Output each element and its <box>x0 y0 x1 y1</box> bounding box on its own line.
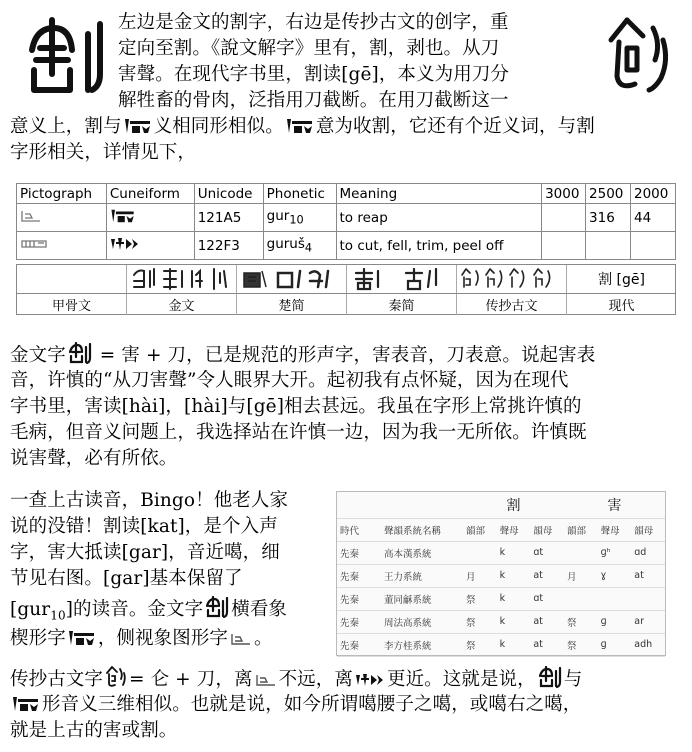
conclusion-paragraph <box>10 666 582 744</box>
recon-col-header: 韻母 <box>530 518 564 541</box>
col-header-phonetic: Phonetic <box>263 184 336 204</box>
old-chinese-reconstruction-table <box>336 491 666 656</box>
unicode-cell: 121A5 <box>194 204 263 232</box>
recon-col-header-row <box>337 518 665 541</box>
qin-bamboo-variants-glyph <box>350 267 454 291</box>
reading-line-3: 字，害大抵读[gar]，音近噶，细 <box>10 542 280 563</box>
v2500-cell: 316 <box>586 204 631 232</box>
pictograph-cell <box>17 232 107 260</box>
chuan-ancient-cell <box>457 265 567 293</box>
reading-line-5: [gur$_{10}$]的读音。金文字 横看象 <box>10 592 288 622</box>
conclusion-line-3: 就是上古的害或割。 <box>10 720 178 741</box>
table-row <box>17 204 676 232</box>
v2500-cell <box>586 232 631 260</box>
analysis-paragraph <box>10 342 595 472</box>
cuneirorm-gurus-glyph <box>355 672 385 688</box>
meaning-cell: to reap <box>336 204 542 232</box>
cuneirorm-gurus-glyph <box>110 236 140 252</box>
pictograph-saw-icon <box>20 237 48 251</box>
cuneiform-gur-glyph <box>124 117 152 135</box>
oracle-cell <box>17 265 127 293</box>
bronze-ge-small-glyph <box>68 342 92 364</box>
cuneiform-gur-glyph <box>110 208 136 224</box>
reading-paragraph <box>10 488 288 652</box>
v3000-cell <box>542 204 586 232</box>
script-evolution-strip <box>16 264 676 315</box>
table-row: 先秦 李方桂系統 祭 k at 祭 ɡ adh <box>337 633 665 656</box>
intro-line-2: 定向至割。《說文解字》里有，割，剥也。从刀 <box>118 38 500 59</box>
v3000-cell <box>542 232 586 260</box>
intro-line-1: 左边是金文的割字，右边是传抄古文的创字，重 <box>118 12 509 33</box>
analysis-line-1: 金文字 = 害 + 刀，已是规范的形声字，害表音，刀表意。说起害表 <box>10 342 595 368</box>
col-header-2000: 2000 <box>630 184 675 204</box>
bronze-variants-glyph <box>130 267 234 291</box>
col-header-cuneiform: Cuneiform <box>106 184 194 204</box>
modern-cell: 割 [gē] <box>598 272 645 288</box>
label-chu-bamboo: 楚简 <box>237 294 347 315</box>
table-row: 先秦 高本漢系統 k ɑt ɡʰ ɑd <box>337 541 665 564</box>
bronze-ge-glyph <box>22 14 108 96</box>
recon-header-hai: 害 <box>564 492 665 518</box>
recon-col-header: 聲母 <box>497 518 531 541</box>
intro-line-6: 字形相关，详情见下， <box>10 142 197 163</box>
v2000-cell <box>630 232 675 260</box>
analysis-line-5: 说害聲，必有所依。 <box>10 448 178 469</box>
reading-line-4: 节见右图。[gar]基本保留了 <box>10 568 243 589</box>
phonetic-cell: guruš$_4$ <box>263 232 336 260</box>
intro-line-5: 意义上，割与 义相同形相似。 意为收割，它还有个近义词，与割 <box>10 116 595 137</box>
reading-line-6: 楔形字 ，侧视象图形字 。 <box>10 628 273 649</box>
table-row: 先秦 周法高系統 祭 k at 祭 ɡ ar <box>337 610 665 633</box>
table-header-row <box>17 184 676 204</box>
pictograph-sickle-icon <box>20 209 42 223</box>
unicode-cell: 122F3 <box>194 232 263 260</box>
recon-col-header: 聲韻系統名稱 <box>381 518 463 541</box>
table-row <box>17 232 676 260</box>
label-bronze: 金文 <box>127 294 237 315</box>
chuan-ancient-variants-glyph <box>460 267 564 291</box>
cuneiform-cell <box>106 204 194 232</box>
cuneiform-gur-glyph <box>68 629 96 647</box>
pictograph-sickle-icon <box>230 631 252 647</box>
recon-header-ge: 割 <box>463 492 564 518</box>
phonetic-cell: gur$_{10}$ <box>263 204 336 232</box>
label-row <box>17 294 675 315</box>
meaning-cell: to cut, fell, trim, peel off <box>336 232 542 260</box>
chu-bamboo-cell <box>237 265 347 293</box>
bronze-cell <box>127 265 237 293</box>
glyph-row <box>17 265 675 294</box>
v2000-cell: 44 <box>630 204 675 232</box>
table-row: 先秦 董同龢系統 祭 k ɑt <box>337 587 665 610</box>
label-chuan-ancient: 传抄古文 <box>457 294 567 315</box>
intro-line-3: 害聲。在现代字书里，割读[gē]，本义为用刀分 <box>118 64 510 85</box>
bronze-ge-small-glyph <box>538 666 562 688</box>
col-header-pictograph: Pictograph <box>17 184 107 204</box>
cuneiform-table <box>16 183 676 260</box>
conclusion-line-1: 传抄古文字 = 仑 + 刀，离 不远，离 更近。这就是说， 与 <box>10 666 582 692</box>
intro-line-4: 解牲畜的骨肉，泛指用刀截断。在用刀截断这一 <box>118 90 509 111</box>
recon-col-header: 韻母 <box>631 518 665 541</box>
chuan-ancient-chuang-small-glyph <box>105 666 127 688</box>
qin-bamboo-cell <box>347 265 457 293</box>
cuneiform-cell <box>106 232 194 260</box>
reading-line-1: 一查上古读音，Bingo！他老人家 <box>10 490 289 511</box>
col-header-2500: 2500 <box>586 184 631 204</box>
col-header-unicode: Unicode <box>194 184 263 204</box>
cuneiform-gur-glyph <box>12 695 40 713</box>
recon-col-header: 時代 <box>337 518 381 541</box>
cuneiform-gur-glyph <box>286 117 314 135</box>
analysis-line-4: 毛病，但音义问题上，我选择站在许慎一边，因为我一无所依。许慎既 <box>10 422 587 443</box>
reading-line-2: 说的没错！割读[kat]，是个入声 <box>10 516 278 537</box>
bronze-ge-small-glyph <box>205 596 229 618</box>
col-header-meaning: Meaning <box>336 184 542 204</box>
intro-paragraph <box>118 10 509 114</box>
recon-col-header: 韻部 <box>564 518 598 541</box>
chuan-ancient-chuang-glyph <box>605 14 675 96</box>
analysis-line-2: 音，许慎的“从刀害聲”令人眼界大开。起初我有点怀疑，因为在现代 <box>10 370 569 391</box>
col-header-3000: 3000 <box>542 184 586 204</box>
analysis-line-3: 字书里，害读[hài]，[hài]与[gē]相去甚远。我虽在字形上常挑许慎的 <box>10 396 582 417</box>
label-oracle: 甲骨文 <box>17 294 127 315</box>
table-row: 先秦 王力系統 月 k at 月 ɣ at <box>337 564 665 587</box>
recon-col-header: 韻部 <box>463 518 497 541</box>
label-qin-bamboo: 秦简 <box>347 294 457 315</box>
conclusion-line-2: 形音义三维相似。也就是说，如今所谓噶腰子之噶，或噶右之噶， <box>10 692 582 718</box>
chu-bamboo-variants-glyph <box>240 267 344 291</box>
intro-paragraph-cont <box>10 114 595 166</box>
recon-group-header-row <box>337 492 665 518</box>
pictograph-sickle-icon <box>255 672 277 688</box>
pictograph-cell <box>17 204 107 232</box>
recon-col-header: 聲母 <box>598 518 632 541</box>
label-modern: 现代 <box>608 299 635 314</box>
